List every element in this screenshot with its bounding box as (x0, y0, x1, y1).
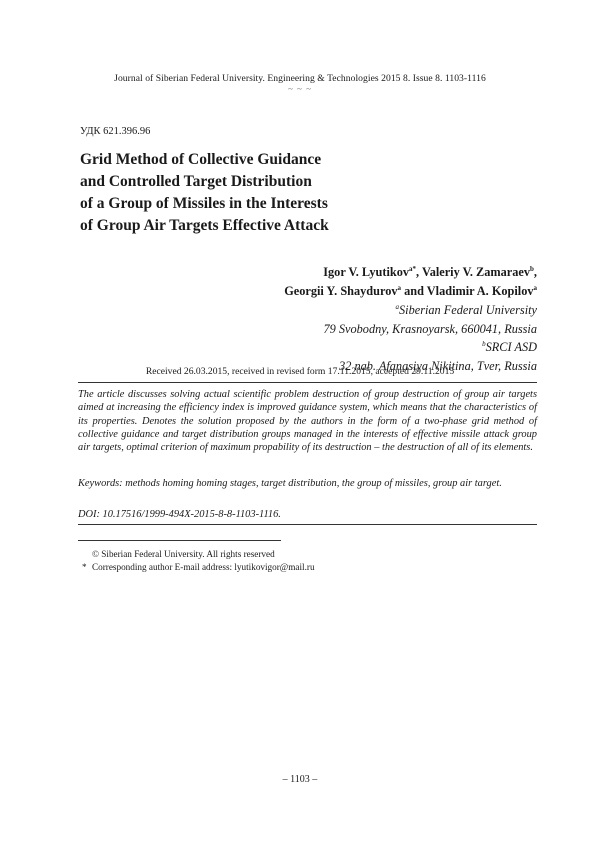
author-name: Georgii Y. Shaydurov (284, 284, 398, 298)
udk-code: УДК 621.396.96 (80, 126, 151, 137)
affiliation-b-address: 32 nab. Afanasiya Nikitina, Tver, Russia (339, 358, 537, 373)
author-name: Vladimir A. Kopilov (426, 284, 534, 298)
abstract-bottom-rule (78, 524, 537, 525)
author-affiliation-mark: a* (409, 265, 417, 273)
title-line-2: and Controlled Target Distribution (80, 173, 312, 190)
author-list (284, 263, 537, 301)
affiliation-name: SRCI ASD (485, 340, 537, 354)
affiliations (324, 301, 537, 375)
received-dates: Received 26.03.2015, received in revised form 17.11.2015, accepted 29.11.2015 (145, 366, 455, 377)
title-line-3: of a Group of Missiles in the Interests (80, 195, 328, 212)
author-separator: and (401, 284, 427, 298)
keywords: Keywords: methods homing homing stages, target distribution, the group of missiles, group air target. (78, 478, 502, 489)
affiliation-a-address: 79 Svobodny, Krasnoyarsk, 660041, Russia (323, 321, 537, 336)
author-line-2 (284, 282, 537, 301)
author-separator: , (416, 265, 422, 279)
author-affiliation-mark: a (397, 284, 402, 292)
title-line-4: of Group Air Targets Effective Attack (80, 217, 329, 234)
affiliation-a-name (324, 301, 537, 320)
footnote-asterisk: * (82, 562, 87, 572)
author-line-1 (284, 263, 537, 282)
affiliation-name: Siberian Federal University (399, 303, 537, 317)
affiliation-mark: b (482, 340, 486, 348)
doi: DOI: 10.17516/1999-494X-2015-8-8-1103-1116. (78, 509, 281, 520)
author-name: Valeriy V. Zamaraev (421, 265, 531, 279)
author-separator: , (533, 265, 537, 279)
affiliation-b-name (324, 338, 537, 357)
paper-title (80, 149, 520, 237)
header-ornament: ~ ~ ~ (287, 84, 313, 94)
page-number: – 1103 – (282, 774, 318, 785)
corresponding-author-footnote: Corresponding author E-mail address: lyutikovigor@mail.ru (92, 562, 315, 572)
journal-header: Journal of Siberian Federal University. Engineering & Technologies 2015 8. Issue 8. 1103-1116 (114, 73, 486, 84)
copyright-footnote: © Siberian Federal University. All rights reserved (92, 549, 275, 559)
author-affiliation-mark: a (533, 284, 537, 292)
author-affiliation-mark: b (530, 265, 534, 273)
title-line-1: Grid Method of Collective Guidance (80, 151, 322, 168)
affiliation-mark: a (395, 303, 400, 311)
abstract-top-rule (78, 382, 537, 383)
author-name: Igor V. Lyutikov (323, 265, 410, 279)
abstract-text: The article discusses solving actual scientific problem destruction of group destruction of group air targets aimed at increasing the efficiency index is improved guidance system, which means that the characteristics of its properties. Denotes the solution proposed by the authors in the form of a two-phase grid method of collective guidance and target distribution groups managed in the interests of effective missile attack group air targets, optimal criterion of maximum propability of its destruction – the destruction of all of its elements. (78, 389, 537, 454)
footnote-rule (78, 540, 281, 541)
